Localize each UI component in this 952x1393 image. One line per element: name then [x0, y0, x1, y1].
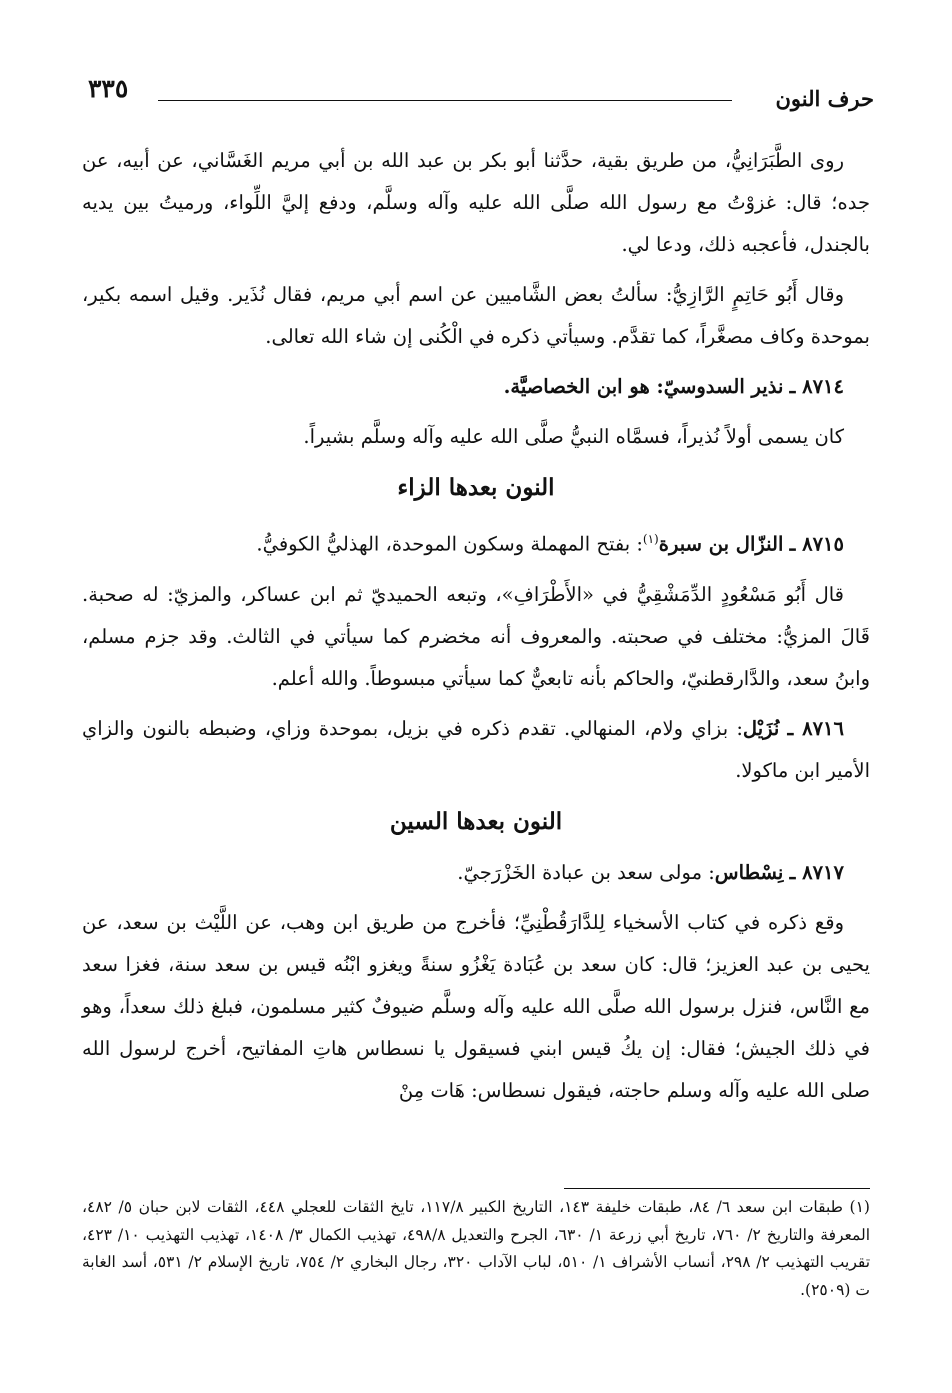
- entry-number: ٨٧١٤ ـ: [789, 375, 844, 398]
- entry-8716: [82, 708, 870, 792]
- paragraph: وقع ذكره في كتاب الأسخياء لِلدَّارَقُطْنِيِّ؛ فأخرج من طريق ابن وهب، عن اللَّيْث بن سعد، عن يحيى بن عبد العزيز؛ قال: كان سعد بن عُبَادة يَغْزُو سنةً ويغزو ابْنُه قيس بن سعد سنة، فغزا سعد مع النَّاس، فنزل برسول الله صلَّى الله عليه وآله وسلَّم ضيوفٌ كثير مسلمون، فبلغ ذلك سعداً، وهو في ذلك الجيش؛ فقال: إن يكُ قيس ابني فسيقول يا نسطاس هاتِ المفاتيح، أخرج لرسول الله صلى الله عليه وآله وسلم حاجته، فيقول نسطاس: هَات مِنْ: [82, 910, 870, 1102]
- page-header: [88, 70, 874, 110]
- entry-text: : هو ابن الخصاصيَّة.: [503, 375, 664, 398]
- entry-name: نذير السدوسيّ: [663, 375, 784, 398]
- entry-8717: [82, 852, 870, 894]
- entry-8714: [82, 366, 870, 408]
- footnote-rule: [564, 1188, 870, 1189]
- entry-name: نُزَيْل: [742, 716, 780, 740]
- entry-name: النزّال بن سبرة: [658, 532, 784, 556]
- section-heading: النون بعدها الزاء: [397, 474, 555, 501]
- footnote: (١) طبقات ابن سعد ٦/ ٨٤، طبقات خليفة ١٤٣، التاريخ الكبير ١١٧/٨، تايخ الثقات للعجلي ٤٤٨، الثقات لابن حبان ٥/ ٤٨٢، المعرفة والتاريخ ٢/ ٧٦٠، تاريخ أبي زرعة ١/ ٦٣٠، الجرح والتعديل ٤٩٨/٨، تهذيب الكمال ٣/ ١٤٠٨، تهذيب التهذيب ١٠/ ٤٢٣، تقريب التهذيب ٢/ ٢٩٨، أنساب الأشراف ١/ ٥١٠، لباب الآداب ٣٢٠، رجال البخاري ٢/ ٧٥٤، تاريخ الإسلام ٢/ ٥٣١، أسد الغابة ت (٢٥٠٩).: [82, 1198, 871, 1299]
- entry-text: : بفتح المهملة وسكون الموحدة، الهذليُّ الكوفيُّ.: [256, 532, 643, 556]
- entry-name: نِسْطاس: [714, 860, 784, 884]
- footnotes: [82, 1194, 870, 1304]
- paragraph: قال أَبُو مَسْعُودٍ الدِّمَشْقِيُّ في «الأَطْرَافِ»، وتبعه الحميديّ ثم ابن عساكر، والمزيّ: له صحبة. قَالَ المزيُّ: مختلف في صحبته. والمعروف أنه مخضرم كما سيأتي في الثالث. وقد جزم مسلم، وابنُ سعد، والدَّارقطنيّ، والحاكم بأنه تابعيٌّ كما سيأتي مبسوطاً. والله أعلم.: [82, 582, 870, 690]
- entry-number: ٨٧١٧ ـ: [789, 860, 844, 884]
- entry-8715: [82, 518, 870, 566]
- entry-number: ٨٧١٦ ـ: [787, 716, 844, 740]
- page-number: ٣٣٥: [88, 74, 129, 103]
- paragraph: كان يسمى أولاً نُذيراً، فسمَّاه النبيُّ صلَّى الله عليه وآله وسلَّم بشيراً.: [303, 425, 844, 448]
- main-text: [82, 140, 870, 1120]
- entry-number: ٨٧١٥ ـ: [789, 532, 844, 556]
- running-title: حرف النون: [775, 86, 874, 111]
- entry-text: : مولى سعد بن عبادة الخَزْرَجيّ.: [457, 860, 715, 884]
- section-heading: النون بعدها السين: [389, 807, 563, 835]
- paragraph: وقال أَبُو حَاتِمٍ الرَّازِيُّ: سألتُ بعض الشَّاميين عن اسم أبي مريم، فقال نُذَير. وقيل اسمه بكير، بموحدة وكاف مصغَّراً، كما تقدَّم. وسيأتي ذكره في الْكُنى إن شاء الله تعالى.: [82, 283, 870, 348]
- entry-text: : بزاي ولام، المنهالي. تقدم ذكره في بزيل، بموحدة وزاي، وضبطه بالنون والزاي الأمير ابن ماكولا.: [82, 716, 870, 782]
- paragraph: روى الطَّبَرَانِيُّ، من طريق بقية، حدَّثنا أبو بكر بن عبد الله بن أبي مريم الغَسَّاني، عن أبيه، عن جده؛ قال: غزوْتُ مع رسول الله صلَّى الله عليه وآله وسلَّم، ودفع إليَّ اللِّواء، ورميتُ بين يديه بالجندل، فأعجبه ذلك، ودعا لي.: [82, 149, 870, 256]
- footnote-ref: (١): [642, 532, 659, 546]
- header-rule: [158, 100, 732, 101]
